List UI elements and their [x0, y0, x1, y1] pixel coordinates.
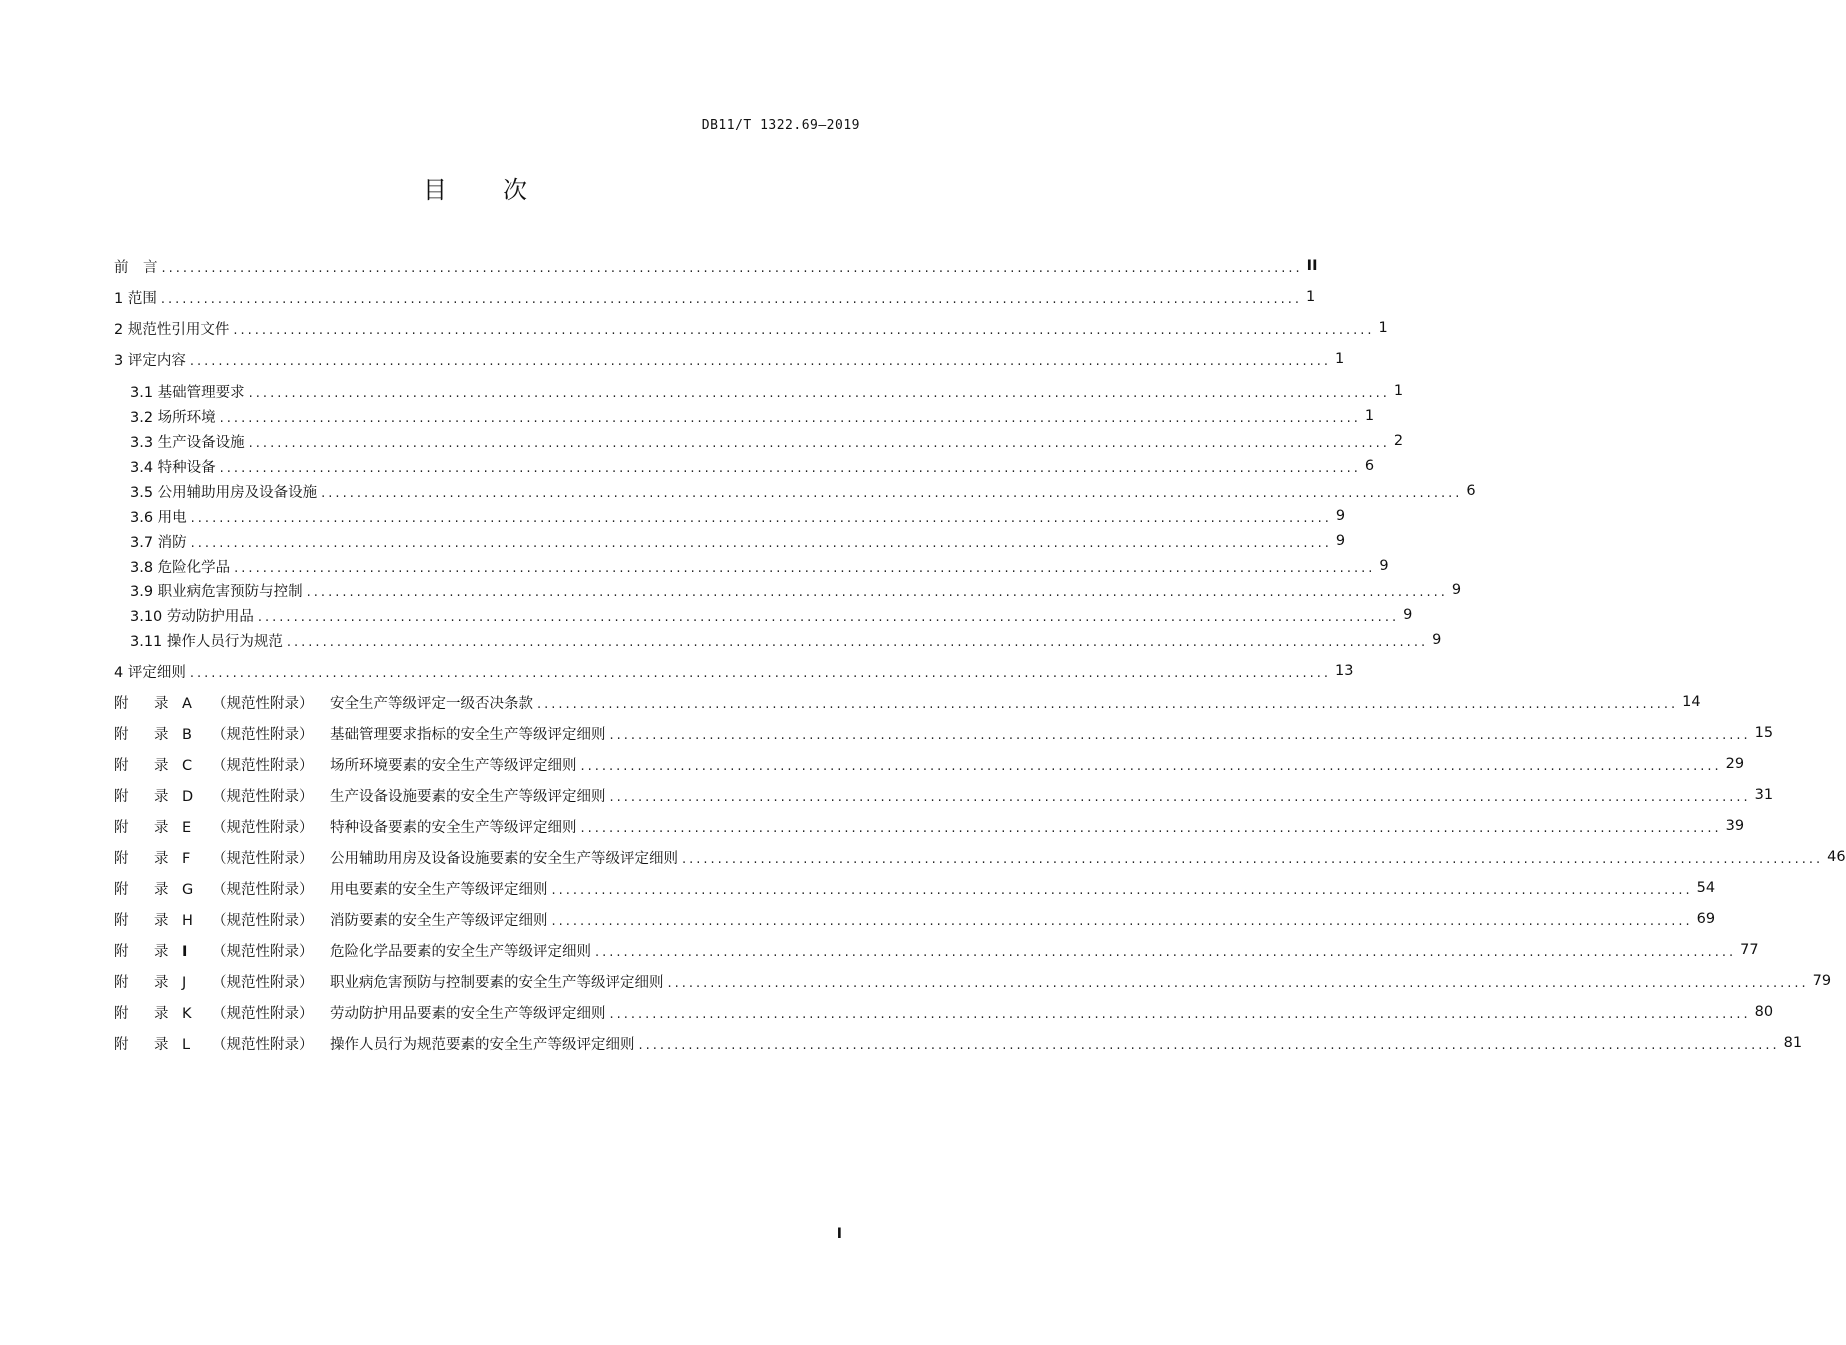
page-number: I: [836, 1226, 842, 1242]
dot-leader: ................................................................................................................................................................: [219, 410, 1361, 426]
dot-leader: ................................................................................................................................................................: [234, 560, 1376, 576]
toc-entry-page: 69: [1696, 911, 1716, 927]
toc-entry-page: 6: [1466, 483, 1476, 499]
appendix-kind: （规范性附录）: [212, 850, 314, 867]
appendix-prefix: 附: [114, 943, 129, 960]
appendix-letter: I: [182, 943, 188, 960]
toc-entry-3-9[interactable]: [114, 578, 1462, 602]
appendix-kind: （规范性附录）: [212, 1036, 314, 1053]
dot-leader: ................................................................................................................................................................: [551, 882, 1693, 898]
appendix-prefix: 附: [114, 912, 129, 929]
toc-entry-3-5[interactable]: [114, 479, 1476, 503]
appendix-prefix: 录: [154, 1036, 169, 1053]
appendix-title: 职业病危害预防与控制要素的安全生产等级评定细则: [330, 974, 664, 991]
toc-entry-page: 14: [1682, 694, 1701, 710]
toc-entry-page: 15: [1754, 725, 1774, 741]
dot-leader: ................................................................................................................................................................: [609, 789, 1751, 805]
toc-entry-label: 3.6 用电: [130, 509, 187, 526]
document-code: DB11/T 1322.69—2019: [701, 118, 860, 133]
toc-entry-3-7[interactable]: [114, 529, 1346, 553]
dot-leader: ................................................................................................................................................................: [190, 510, 1332, 526]
appendix-kind: （规范性附录）: [212, 1005, 314, 1022]
page-title: [0, 170, 950, 205]
appendix-letter: L: [182, 1036, 191, 1053]
appendix-prefix: 录: [154, 850, 169, 867]
appendix-title: 消防要素的安全生产等级评定细则: [330, 912, 548, 929]
dot-leader: ................................................................................................................................................................: [306, 584, 1448, 600]
appendix-title: 生产设备设施要素的安全生产等级评定细则: [330, 788, 606, 805]
toc-entry-page: 79: [1812, 973, 1832, 989]
dot-leader: ................................................................................................................................................................: [609, 727, 1751, 743]
dot-leader: ................................................................................................................................................................: [682, 851, 1824, 867]
toc-entry-label: 3.3 生产设备设施: [130, 434, 245, 451]
appendix-title: 公用辅助用房及设备设施要素的安全生产等级评定细则: [330, 850, 678, 867]
toc-entry-label: 3.11 操作人员行为规范: [130, 633, 283, 650]
toc-entry-page: 1: [1335, 351, 1345, 367]
dot-leader: ................................................................................................................................................................: [667, 975, 1809, 991]
toc-entry-label: 前 言: [114, 259, 158, 276]
toc-entry-page: 80: [1754, 1004, 1774, 1020]
toc-appendix-g[interactable]: [114, 876, 1716, 900]
toc-appendix-h[interactable]: [114, 907, 1716, 931]
dot-leader: ................................................................................................................................................................: [580, 758, 1722, 774]
toc-entry-page: 39: [1725, 818, 1745, 834]
appendix-prefix: 附: [114, 695, 129, 712]
appendix-prefix: 录: [154, 819, 169, 836]
toc-entry-page: 9: [1379, 558, 1389, 574]
appendix-letter: D: [182, 788, 194, 805]
toc-appendix-i[interactable]: [114, 938, 1759, 962]
appendix-kind: （规范性附录）: [212, 726, 314, 743]
toc-entry-3[interactable]: [114, 347, 1345, 371]
appendix-title: 危险化学品要素的安全生产等级评定细则: [330, 943, 591, 960]
toc-entry-label: 3 评定内容: [114, 352, 186, 369]
toc-entry-label: 3.5 公用辅助用房及设备设施: [130, 484, 318, 501]
toc-entry-page: 54: [1696, 880, 1716, 896]
toc-entry-3-3[interactable]: [114, 429, 1404, 453]
appendix-prefix: 附: [114, 850, 129, 867]
appendix-letter: C: [182, 757, 193, 774]
appendix-title: 用电要素的安全生产等级评定细则: [330, 881, 548, 898]
toc-appendix-b[interactable]: [114, 721, 1774, 745]
toc-appendix-f[interactable]: [114, 845, 1846, 869]
toc-entry-page: 9: [1335, 508, 1346, 524]
dot-leader: ................................................................................................................................................................: [248, 385, 1390, 401]
toc-entry-label: 3.10 劳动防护用品: [130, 608, 254, 625]
appendix-kind: （规范性附录）: [212, 695, 314, 712]
appendix-kind: （规范性附录）: [212, 819, 314, 836]
toc-entry-page: 31: [1754, 787, 1774, 803]
appendix-letter: J: [182, 974, 187, 991]
dot-leader: ................................................................................................................................................................: [161, 260, 1303, 276]
toc-entry-page: 9: [1451, 582, 1462, 598]
appendix-prefix: 附: [114, 1036, 129, 1053]
appendix-title: 基础管理要求指标的安全生产等级评定细则: [330, 726, 606, 743]
appendix-letter: E: [182, 819, 192, 836]
dot-leader: ................................................................................................................................................................: [189, 353, 1332, 369]
appendix-letter: A: [182, 695, 192, 712]
toc-entry-page: 9: [1432, 632, 1442, 648]
title-char-2: 次: [503, 176, 527, 204]
dot-leader: ................................................................................................................................................................: [595, 944, 1737, 960]
dot-leader: ................................................................................................................................................................: [551, 913, 1693, 929]
appendix-prefix: 录: [154, 695, 169, 712]
toc-appendix-d[interactable]: [114, 783, 1774, 807]
toc-entry-page: 1: [1378, 320, 1388, 336]
appendix-prefix: 附: [114, 819, 129, 836]
toc-entry-4[interactable]: [114, 659, 1354, 683]
appendix-prefix: 录: [154, 912, 169, 929]
toc-entry-page: 6: [1364, 458, 1375, 474]
dot-leader: ................................................................................................................................................................: [219, 460, 1361, 476]
toc-entry-page: 9: [1335, 533, 1346, 549]
appendix-prefix: 录: [154, 943, 169, 960]
dot-leader: ................................................................................................................................................................: [537, 696, 1679, 712]
appendix-prefix: 录: [154, 881, 169, 898]
toc-entry-page: 29: [1725, 756, 1745, 772]
toc-entry-page: 81: [1783, 1035, 1803, 1051]
toc-entry-3-11[interactable]: [114, 628, 1442, 652]
toc-entry-page: 1: [1306, 289, 1316, 305]
appendix-title: 安全生产等级评定一级否决条款: [330, 695, 533, 712]
toc-entry-3-8[interactable]: [114, 554, 1389, 578]
toc-appendix-l[interactable]: [114, 1031, 1803, 1055]
toc-appendix-j[interactable]: [114, 969, 1832, 993]
dot-leader: ................................................................................................................................................................: [248, 435, 1390, 451]
toc-entry-page: 9: [1403, 607, 1413, 623]
appendix-prefix: 附: [114, 881, 129, 898]
toc-entry-2[interactable]: [114, 316, 1388, 340]
toc-appendix-k[interactable]: [114, 1000, 1774, 1024]
toc-entry-label: 4 评定细则: [114, 664, 186, 681]
toc-entry-3-2[interactable]: [114, 404, 1375, 428]
toc-entry-1[interactable]: [114, 285, 1316, 309]
toc-entry-label: 3.9 职业病危害预防与控制: [130, 583, 303, 600]
toc-entry-label: 3.4 特种设备: [130, 459, 216, 476]
toc-entry-label: 3.2 场所环境: [130, 409, 216, 426]
appendix-kind: （规范性附录）: [212, 974, 314, 991]
toc-entry-label: 3.8 危险化学品: [130, 559, 231, 576]
appendix-letter: H: [182, 912, 193, 929]
toc-entry-page: 46: [1827, 849, 1846, 865]
dot-leader: ................................................................................................................................................................: [190, 535, 1332, 551]
toc-entry-page: 13: [1335, 663, 1354, 679]
appendix-kind: （规范性附录）: [212, 943, 314, 960]
dot-leader: ................................................................................................................................................................: [580, 820, 1722, 836]
appendix-prefix: 录: [154, 974, 169, 991]
appendix-title: 操作人员行为规范要素的安全生产等级评定细则: [330, 1036, 635, 1053]
appendix-prefix: 附: [114, 757, 129, 774]
toc-entry-label: 3.7 消防: [130, 534, 187, 551]
appendix-prefix: 附: [114, 1005, 129, 1022]
toc-entry-3-1[interactable]: [114, 379, 1404, 403]
appendix-title: 场所环境要素的安全生产等级评定细则: [330, 757, 577, 774]
appendix-prefix: 录: [154, 726, 169, 743]
appendix-prefix: 录: [154, 757, 169, 774]
dot-leader: ................................................................................................................................................................: [321, 485, 1463, 501]
appendix-kind: （规范性附录）: [212, 788, 314, 805]
appendix-letter: B: [182, 726, 192, 743]
toc-entry-page: 1: [1364, 408, 1375, 424]
toc-entry-label: 2 规范性引用文件: [114, 321, 230, 338]
appendix-letter: G: [182, 881, 194, 898]
toc-entry-label: 3.1 基础管理要求: [130, 384, 245, 401]
appendix-kind: （规范性附录）: [212, 881, 314, 898]
appendix-title: 劳动防护用品要素的安全生产等级评定细则: [330, 1005, 606, 1022]
toc-entry-3-6[interactable]: [114, 504, 1346, 528]
appendix-prefix: 录: [154, 1005, 169, 1022]
appendix-kind: （规范性附录）: [212, 912, 314, 929]
title-char-1: 目: [423, 176, 447, 204]
toc-entry-foreword[interactable]: [114, 254, 1318, 278]
appendix-letter: K: [182, 1005, 192, 1022]
toc-appendix-e[interactable]: [114, 814, 1745, 838]
dot-leader: ................................................................................................................................................................: [286, 634, 1429, 650]
toc-entry-label: 1 范围: [114, 290, 157, 307]
appendix-prefix: 附: [114, 726, 129, 743]
toc-entry-3-10[interactable]: [114, 603, 1413, 627]
dot-leader: ................................................................................................................................................................: [609, 1006, 1751, 1022]
toc-entry-page: II: [1306, 258, 1318, 274]
dot-leader: ................................................................................................................................................................: [189, 665, 1332, 681]
toc-entry-page: 1: [1393, 383, 1404, 399]
toc-appendix-a[interactable]: [114, 690, 1701, 714]
toc-entry-3-4[interactable]: [114, 454, 1375, 478]
toc-entry-page: 2: [1393, 433, 1404, 449]
appendix-prefix: 附: [114, 974, 129, 991]
toc-entry-page: 77: [1740, 942, 1759, 958]
appendix-kind: （规范性附录）: [212, 757, 314, 774]
dot-leader: ................................................................................................................................................................: [257, 609, 1400, 625]
dot-leader: ................................................................................................................................................................: [638, 1037, 1780, 1053]
appendix-prefix: 录: [154, 788, 169, 805]
toc-appendix-c[interactable]: [114, 752, 1745, 776]
dot-leader: ................................................................................................................................................................: [160, 291, 1303, 307]
appendix-letter: F: [182, 850, 191, 867]
dot-leader: ................................................................................................................................................................: [233, 322, 1375, 338]
appendix-title: 特种设备要素的安全生产等级评定细则: [330, 819, 577, 836]
appendix-prefix: 附: [114, 788, 129, 805]
